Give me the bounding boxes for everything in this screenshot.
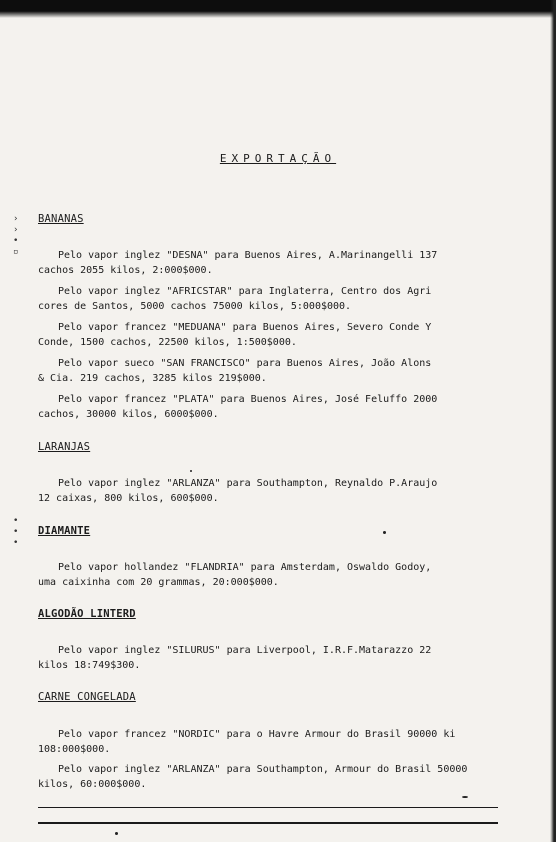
entry-paragraph	[38, 727, 508, 757]
entry-line: Pelo vapor francez "NORDIC" para o Havre Armour do Brasil 90000 ki	[58, 729, 456, 740]
entry-line: Pelo vapor inglez "ARLANZA" para Southampton, Reynaldo P.Araujo	[58, 478, 438, 489]
footer-rule	[38, 822, 498, 824]
entry-line: cores de Santos, 5000 cachos 75000 kilos, 5:000$000.	[38, 301, 352, 312]
entry-line: Pelo vapor francez "PLATA" para Buenos Aires, José Feluffo 2000	[58, 394, 438, 405]
entry-line: 12 caixas, 800 kilos, 600$000.	[38, 493, 219, 504]
entry-line: Pelo vapor inglez "DESNA" para Buenos Aires, A.Marinangelli 137	[58, 250, 438, 261]
margin-mark: › › • ▫	[13, 214, 19, 257]
entry-line: cachos 2055 kilos, 2:000$000.	[38, 265, 213, 276]
entry-paragraph	[38, 248, 508, 278]
entry-paragraph	[38, 560, 508, 590]
entry-paragraph	[38, 643, 508, 673]
ink-speck	[115, 832, 118, 835]
footer-rule	[38, 807, 498, 808]
entry-paragraph	[38, 476, 508, 506]
entry-line: Pelo vapor sueco "SAN FRANCISCO" para Buenos Aires, João Alons	[58, 358, 432, 369]
entry-line: Pelo vapor hollandez "FLANDRIA" para Amsterdam, Oswaldo Godoy,	[58, 562, 432, 573]
page-title: EXPORTAÇÃO	[219, 152, 337, 165]
entry-line: Pelo vapor francez "MEDUANA" para Buenos Aires, Severo Conde Y	[58, 322, 432, 333]
entry-line: uma caixinha com 20 grammas, 20:000$000.	[38, 577, 279, 588]
entry-line: Conde, 1500 cachos, 22500 kilos, 1:500$000.	[38, 337, 297, 348]
ink-speck	[383, 531, 386, 534]
margin-mark: • • •	[13, 516, 19, 548]
entry-line: kilos 18:749$300.	[38, 660, 141, 671]
entry-line: Pelo vapor inglez "AFRICSTAR" para Inglaterra, Centro dos Agri	[58, 286, 432, 297]
ink-speck	[190, 470, 192, 472]
section-heading-diamante: DIAMANTE	[38, 525, 91, 537]
section-heading-bananas: BANANAS	[38, 213, 84, 225]
entry-paragraph	[38, 284, 508, 314]
ink-speck	[462, 796, 468, 798]
scan-right-edge	[550, 0, 556, 842]
entry-paragraph	[38, 320, 508, 350]
entry-line: kilos, 60:000$000.	[38, 779, 147, 790]
entry-line: Pelo vapor inglez "SILURUS" para Liverpool, I.R.F.Matarazzo 22	[58, 645, 432, 656]
scan-top-edge	[0, 0, 556, 18]
section-heading-algodao: ALGODÃO LINTERD	[38, 608, 136, 620]
entry-line: cachos, 30000 kilos, 6000$000.	[38, 409, 219, 420]
entry-paragraph	[38, 392, 508, 422]
entry-line: & Cia. 219 cachos, 3285 kilos 219$000.	[38, 373, 267, 384]
entry-paragraph	[38, 762, 508, 792]
entry-paragraph	[38, 356, 508, 386]
section-heading-carne: CARNE CONGELADA	[38, 691, 136, 703]
section-heading-laranjas: LARANJAS	[38, 441, 91, 453]
entry-line: Pelo vapor inglez "ARLANZA" para Southampton, Armour do Brasil 50000	[58, 764, 468, 775]
entry-line: 108:000$000.	[38, 744, 111, 755]
